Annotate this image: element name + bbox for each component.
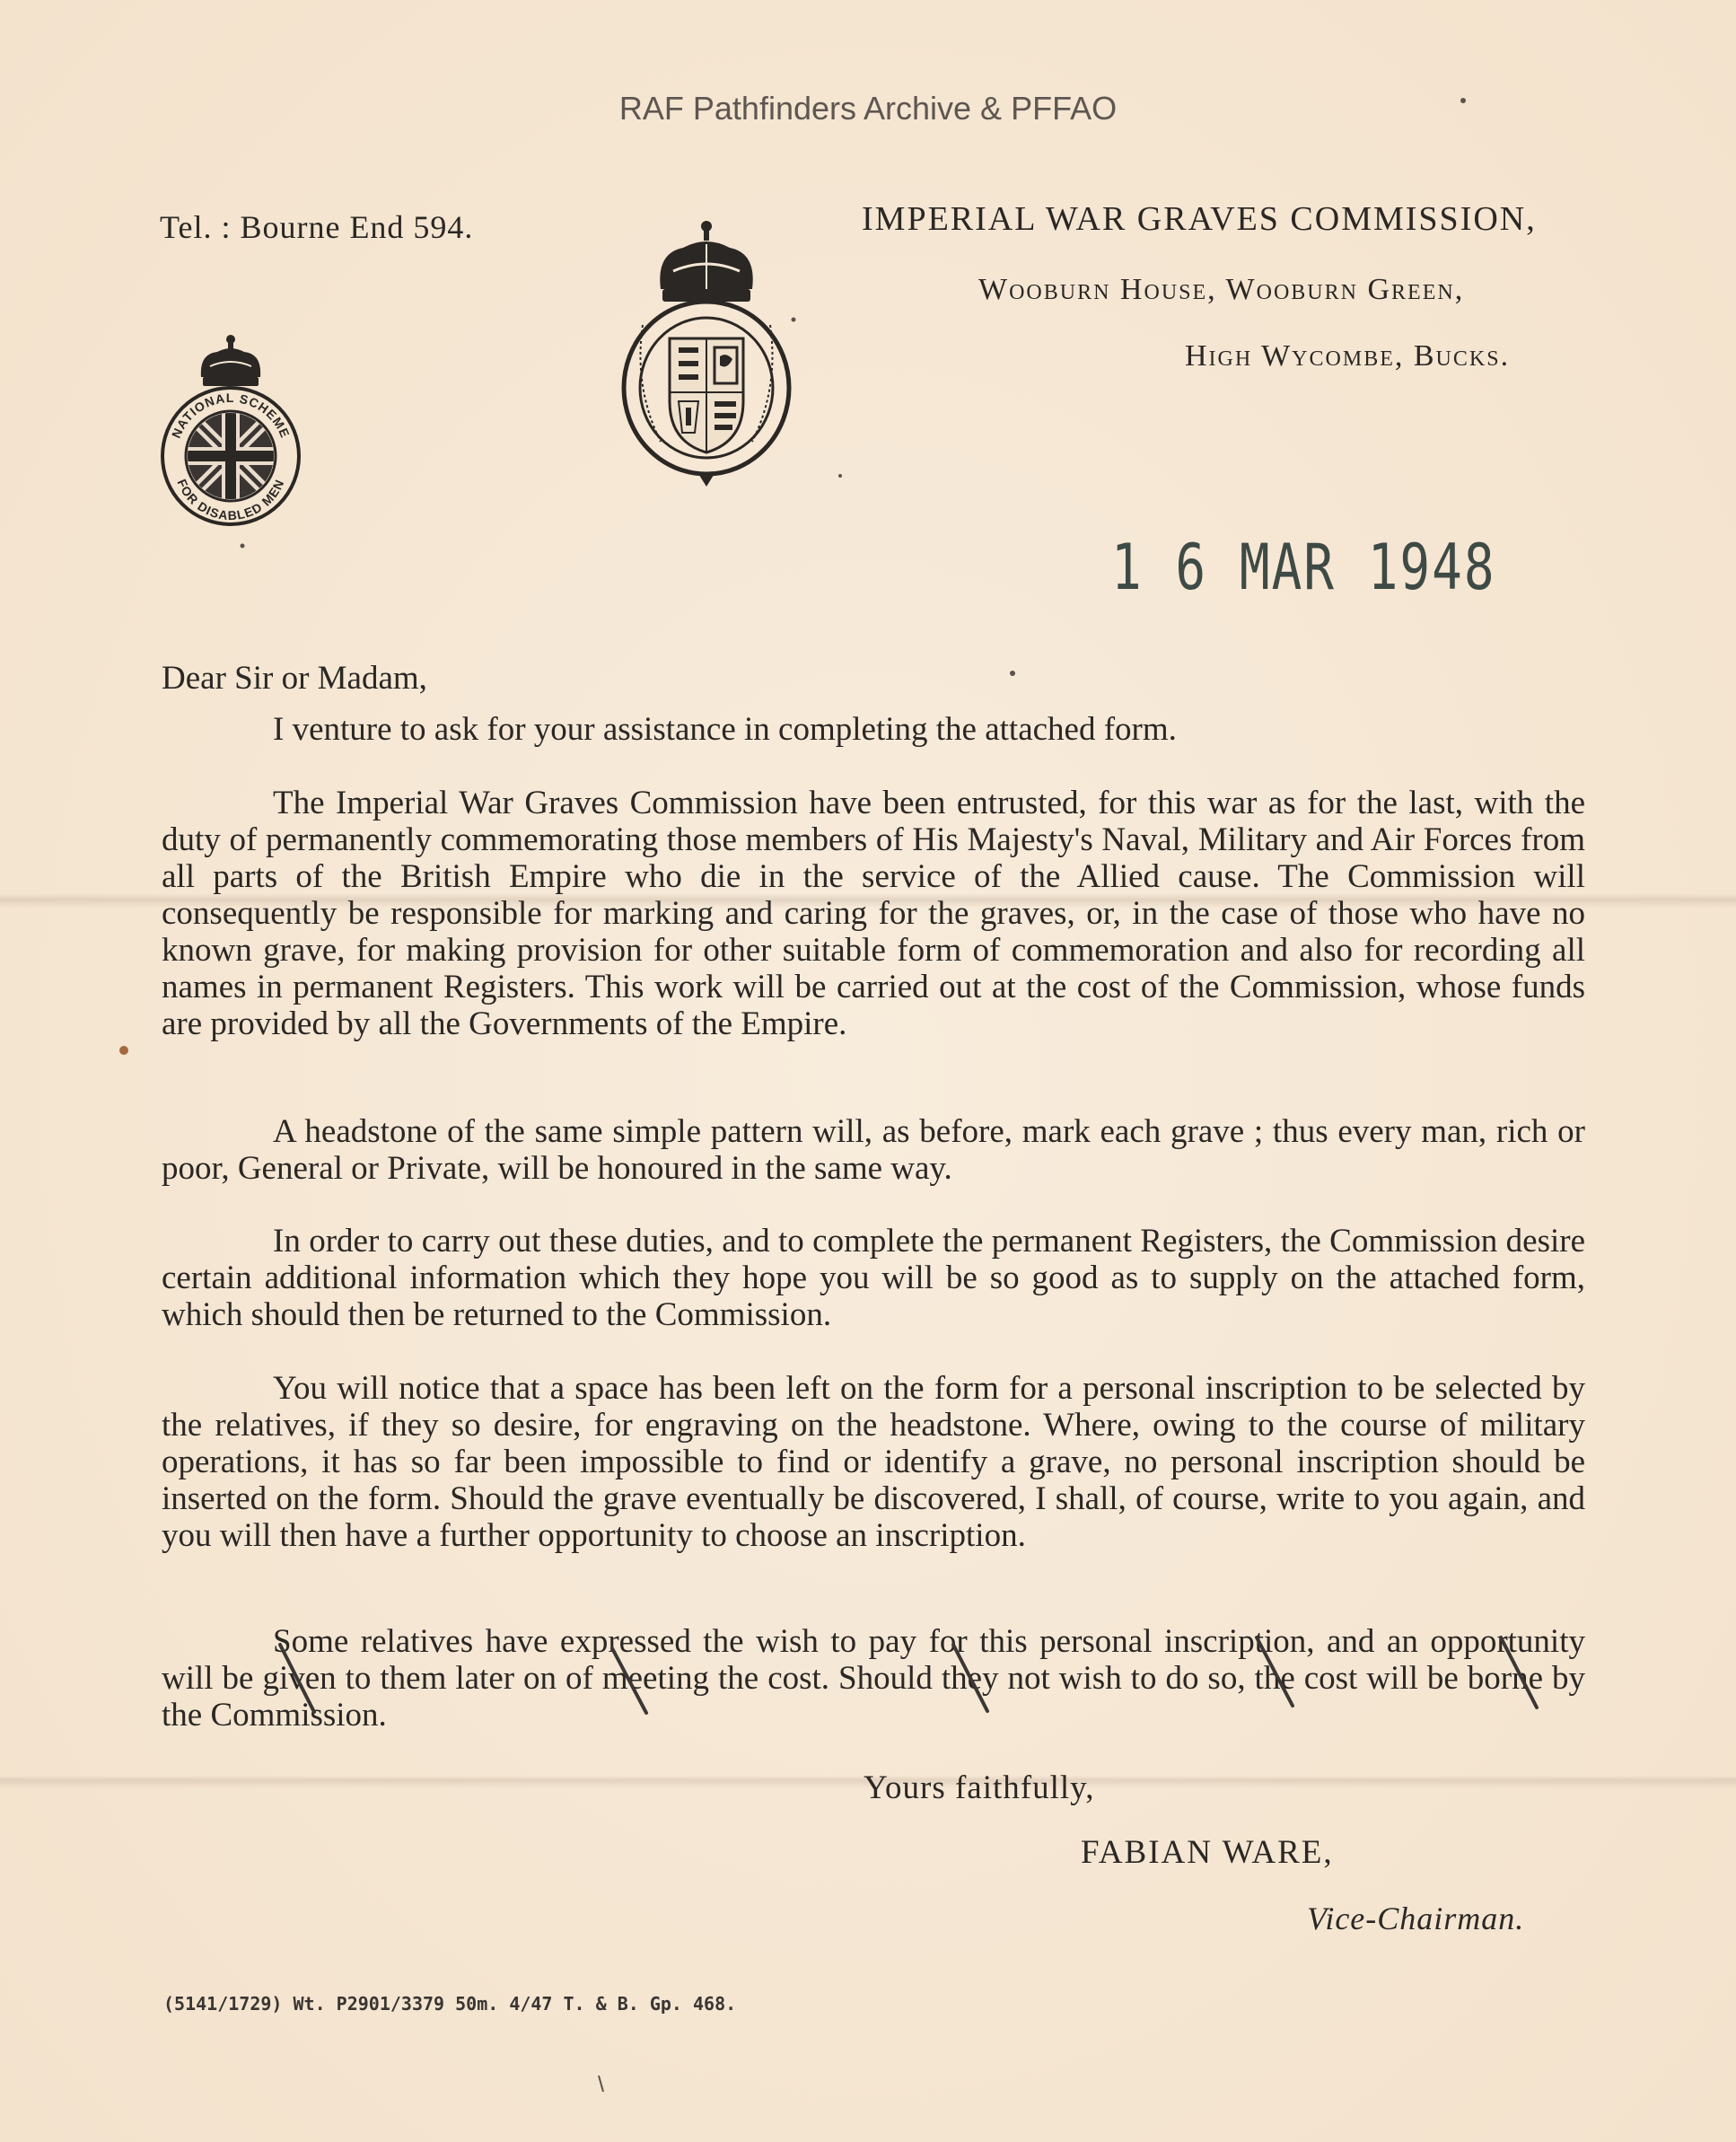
address-line-1: Wooburn House, Wooburn Green,	[978, 273, 1465, 306]
paragraph-2: The Imperial War Graves Commission have been entrusted, for this war as for the last, with the duty of permanently commemorating those members of His Majesty's Naval, Military and Air Forces from all parts of the British Empire who die in the service of the Allied cause. The Commission will consequently be responsible for marking and caring for the graves, or, in the case of those who have no known grave, for making provision for other suitable form of commemoration and also for recording all names in permanent Registers. This work will be carried out at the cost of the Commission, whose funds are provided by all the Governments of the Empire.	[162, 785, 1585, 1042]
badge-text-top: NATIONAL SCHEME	[168, 390, 294, 441]
paragraph-4: In order to carry out these duties, and to complete the permanent Registers, the Commission desire certain additional information which they hope you will be so good as to supply on the attached form, which should then be returned to the Commission.	[162, 1223, 1585, 1333]
archive-watermark: RAF Pathfinders Archive & PFFAO	[618, 90, 1118, 127]
paragraph-6: Some relatives have expressed the wish to pay for this personal inscription, and an opportunity will be given to them later on of meeting the cost. Should they not wish to do so, the cost will be borne by the Commission.	[162, 1623, 1585, 1734]
signatory-title: Vice-Chairman.	[1307, 1901, 1525, 1936]
organization-name: IMPERIAL WAR GRAVES COMMISSION,	[862, 200, 1537, 238]
print-reference: (5141/1729) Wt. P2901/3379 50m. 4/47 T. & B. Gp. 468.	[163, 1993, 737, 2015]
telephone-line: Tel. : Bourne End 594.	[160, 209, 474, 245]
paragraph-1: I venture to ask for your assistance in completing the attached form.	[273, 711, 1177, 748]
salutation: Dear Sir or Madam,	[162, 660, 427, 697]
paragraph-5: You will notice that a space has been left on the form for a personal inscription to be selected by the relatives, if they so desire, for engraving on the headstone. Where, owing to the course of military operations, it has so far been impossible to find or identify a grave, no personal inscription should be inserted on the form. Should the grave eventually be discovered, I shall, of course, write to you again, and you will then have a further opportunity to choose an inscription.	[162, 1370, 1585, 1554]
signatory-name: FABIAN WARE,	[1081, 1834, 1334, 1871]
paragraph-3: A headstone of the same simple pattern will, as before, mark each grave ; thus every man, rich or poor, General or Private, will be honoured in the same way.	[162, 1113, 1585, 1187]
date-stamp: 1 6 MAR 1948	[1111, 531, 1496, 605]
closing-line: Yours faithfully,	[864, 1769, 1095, 1806]
badge-text-bottom: FOR DISABLED MEN	[174, 477, 287, 523]
address-line-2: High Wycombe, Bucks.	[1185, 339, 1511, 373]
